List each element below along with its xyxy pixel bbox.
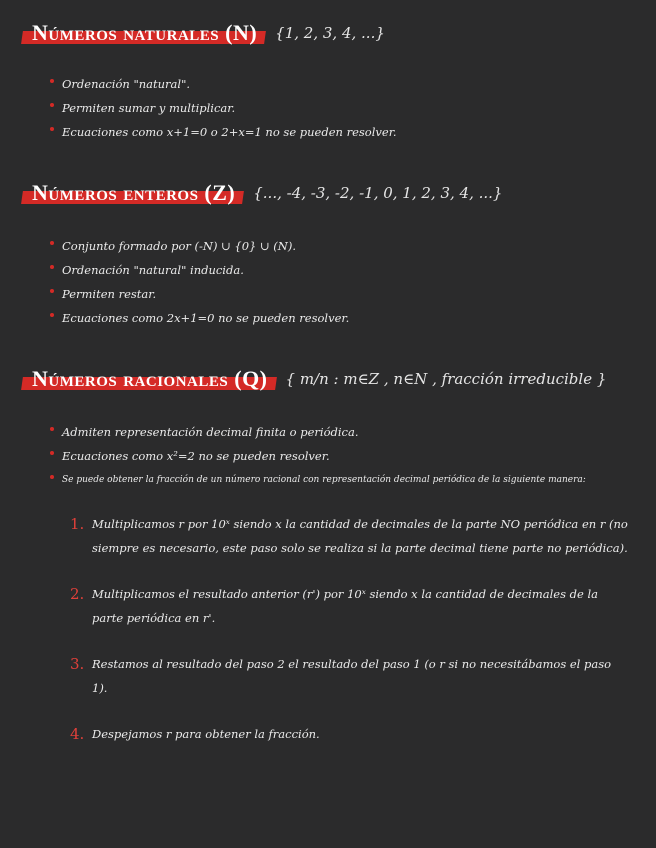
heading-racionales bbox=[22, 366, 606, 392]
step-text: Restamos al resultado del paso 2 el resultado del paso 1 (o r si no necesitábamos el paso 1). bbox=[92, 657, 612, 695]
set-notation: {..., -4, -3, -2, -1, 0, 1, 2, 3, 4, ...} bbox=[253, 184, 503, 202]
list-item: Admiten representación decimal finita o periódica. bbox=[48, 420, 586, 444]
list-item bbox=[70, 652, 630, 700]
step-text: Multiplicamos r por 10ˣ siendo x la cantidad de decimales de la parte NO periódica en r (no siempre es necesario, este paso solo se realiza si la parte decimal tiene parte no periódica). bbox=[92, 517, 628, 555]
step-number: 3. bbox=[70, 655, 85, 673]
list-item: Ecuaciones como 2x+1=0 no se pueden resolver. bbox=[48, 306, 349, 330]
heading-enteros bbox=[22, 180, 502, 206]
section-title: Números enteros (Z) bbox=[22, 180, 243, 206]
list-item: Permiten restar. bbox=[48, 282, 349, 306]
list-item: Ecuaciones como x²=2 no se pueden resolver. bbox=[48, 444, 586, 468]
section-title: Números naturales (N) bbox=[22, 20, 265, 46]
step-text: Multiplicamos el resultado anterior (r') por 10ˣ siendo x la cantidad de decimales de la parte periódica en r'. bbox=[92, 587, 599, 625]
set-notation: { m/n : m∈Z , n∈N , fracción irreducible } bbox=[285, 370, 607, 388]
list-item: Se puede obtener la fracción de un número racional con representación decimal periódica de la siguiente manera: bbox=[48, 468, 586, 492]
bullet-list-enteros bbox=[48, 234, 349, 330]
step-number: 4. bbox=[70, 725, 85, 743]
list-item bbox=[70, 512, 630, 560]
list-item bbox=[70, 722, 630, 746]
heading-naturales bbox=[22, 20, 385, 46]
list-item: Ordenación "natural" inducida. bbox=[48, 258, 349, 282]
bullet-list-naturales bbox=[48, 72, 397, 144]
list-item bbox=[70, 582, 630, 630]
step-text: Despejamos r para obtener la fracción. bbox=[92, 727, 320, 741]
steps-list bbox=[70, 512, 630, 746]
list-item: Ecuaciones como x+1=0 o 2+x=1 no se pueden resolver. bbox=[48, 120, 397, 144]
list-item: Ordenación "natural". bbox=[48, 72, 397, 96]
step-number: 1. bbox=[70, 515, 85, 533]
bullet-list-racionales bbox=[48, 420, 586, 492]
list-item: Permiten sumar y multiplicar. bbox=[48, 96, 397, 120]
step-number: 2. bbox=[70, 585, 85, 603]
set-notation: {1, 2, 3, 4, ...} bbox=[275, 24, 385, 42]
section-title: Números racionales (Q) bbox=[22, 366, 276, 392]
list-item: Conjunto formado por (-N) ∪ {0} ∪ (N). bbox=[48, 234, 349, 258]
